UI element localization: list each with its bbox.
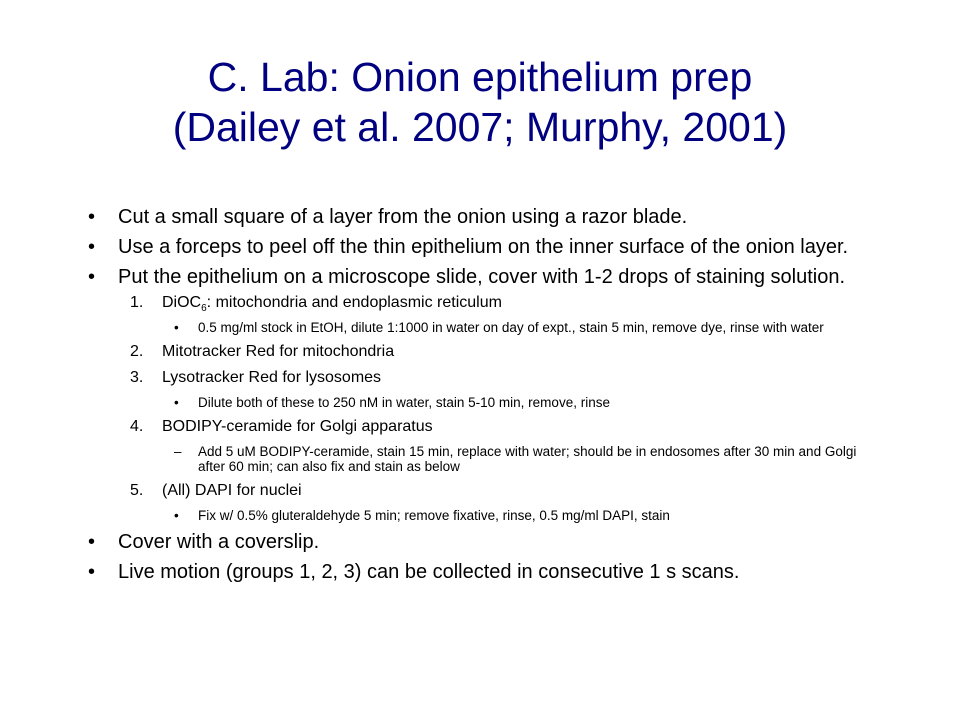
bullet-marker: • (88, 266, 96, 288)
bullet-item-1 (78, 206, 878, 228)
bullet-marker: • (88, 236, 96, 258)
sub-bullet-item-3 (78, 508, 878, 523)
sub-bullet-text: Add 5 uM BODIPY-ceramide, stain 15 min, replace with water; should be in endosomes after 30 min and Golgi after 60 min; can also fix and stain as below (198, 444, 857, 474)
item-text-dioc (162, 294, 502, 315)
sub-bullet-marker: • (174, 508, 179, 523)
dash-marker: – (174, 444, 182, 459)
item-text-prefix: DiOC (162, 294, 202, 311)
numbered-item-4 (78, 418, 878, 436)
sub-dash-item-1 (78, 444, 878, 474)
bullet-marker: • (88, 531, 96, 553)
item-text-subscript: 6 (201, 303, 207, 315)
slide-title-line-1: C. Lab: Onion epithelium prep (207, 54, 753, 100)
bullet-text: Use a forceps to peel off the thin epithelium on the inner surface of the onion layer. (118, 236, 849, 258)
item-text-suffix: : mitochondria and endoplasmic reticulum (206, 294, 502, 311)
sub-bullet-marker: • (174, 395, 179, 410)
bullet-item-4 (78, 531, 878, 553)
sub-bullet-marker: • (174, 320, 179, 335)
bullet-text: Put the epithelium on a microscope slide, cover with 1-2 drops of staining solution. (118, 266, 846, 288)
item-text: BODIPY-ceramide for Golgi apparatus (162, 418, 433, 435)
bullet-text: Live motion (groups 1, 2, 3) can be collected in consecutive 1 s scans. (118, 561, 740, 583)
sub-bullet-item-2 (78, 395, 878, 410)
slide-body (78, 206, 878, 591)
bullet-text: Cover with a coverslip. (118, 531, 320, 553)
bullet-marker: • (88, 206, 96, 228)
numbered-item-1 (78, 294, 878, 315)
numbered-item-5 (78, 482, 878, 500)
bullet-marker: • (88, 561, 96, 583)
item-number: 5. (130, 482, 144, 499)
bullet-item-5 (78, 561, 878, 583)
item-number: 2. (130, 343, 144, 360)
sub-bullet-item-1 (78, 320, 878, 335)
item-text: (All) DAPI for nuclei (162, 482, 302, 499)
slide-title (60, 52, 900, 152)
numbered-item-3 (78, 369, 878, 387)
sub-bullet-text: Fix w/ 0.5% gluteraldehyde 5 min; remove fixative, rinse, 0.5 mg/ml DAPI, stain (198, 508, 670, 523)
slide-title-line-2: (Dailey et al. 2007; Murphy, 2001) (172, 104, 788, 150)
numbered-item-2 (78, 343, 878, 361)
item-number: 3. (130, 369, 144, 386)
sub-bullet-text: Dilute both of these to 250 nM in water, stain 5-10 min, remove, rinse (198, 395, 610, 410)
sub-bullet-text: 0.5 mg/ml stock in EtOH, dilute 1:1000 in water on day of expt., stain 5 min, remove dye, rinse with water (198, 320, 824, 335)
item-number: 4. (130, 418, 144, 435)
bullet-item-3 (78, 266, 878, 288)
item-text: Mitotracker Red for mitochondria (162, 343, 395, 360)
bullet-text: Cut a small square of a layer from the onion using a razor blade. (118, 206, 688, 228)
bullet-item-2 (78, 236, 878, 258)
item-text: Lysotracker Red for lysosomes (162, 369, 382, 386)
item-number: 1. (130, 294, 144, 311)
